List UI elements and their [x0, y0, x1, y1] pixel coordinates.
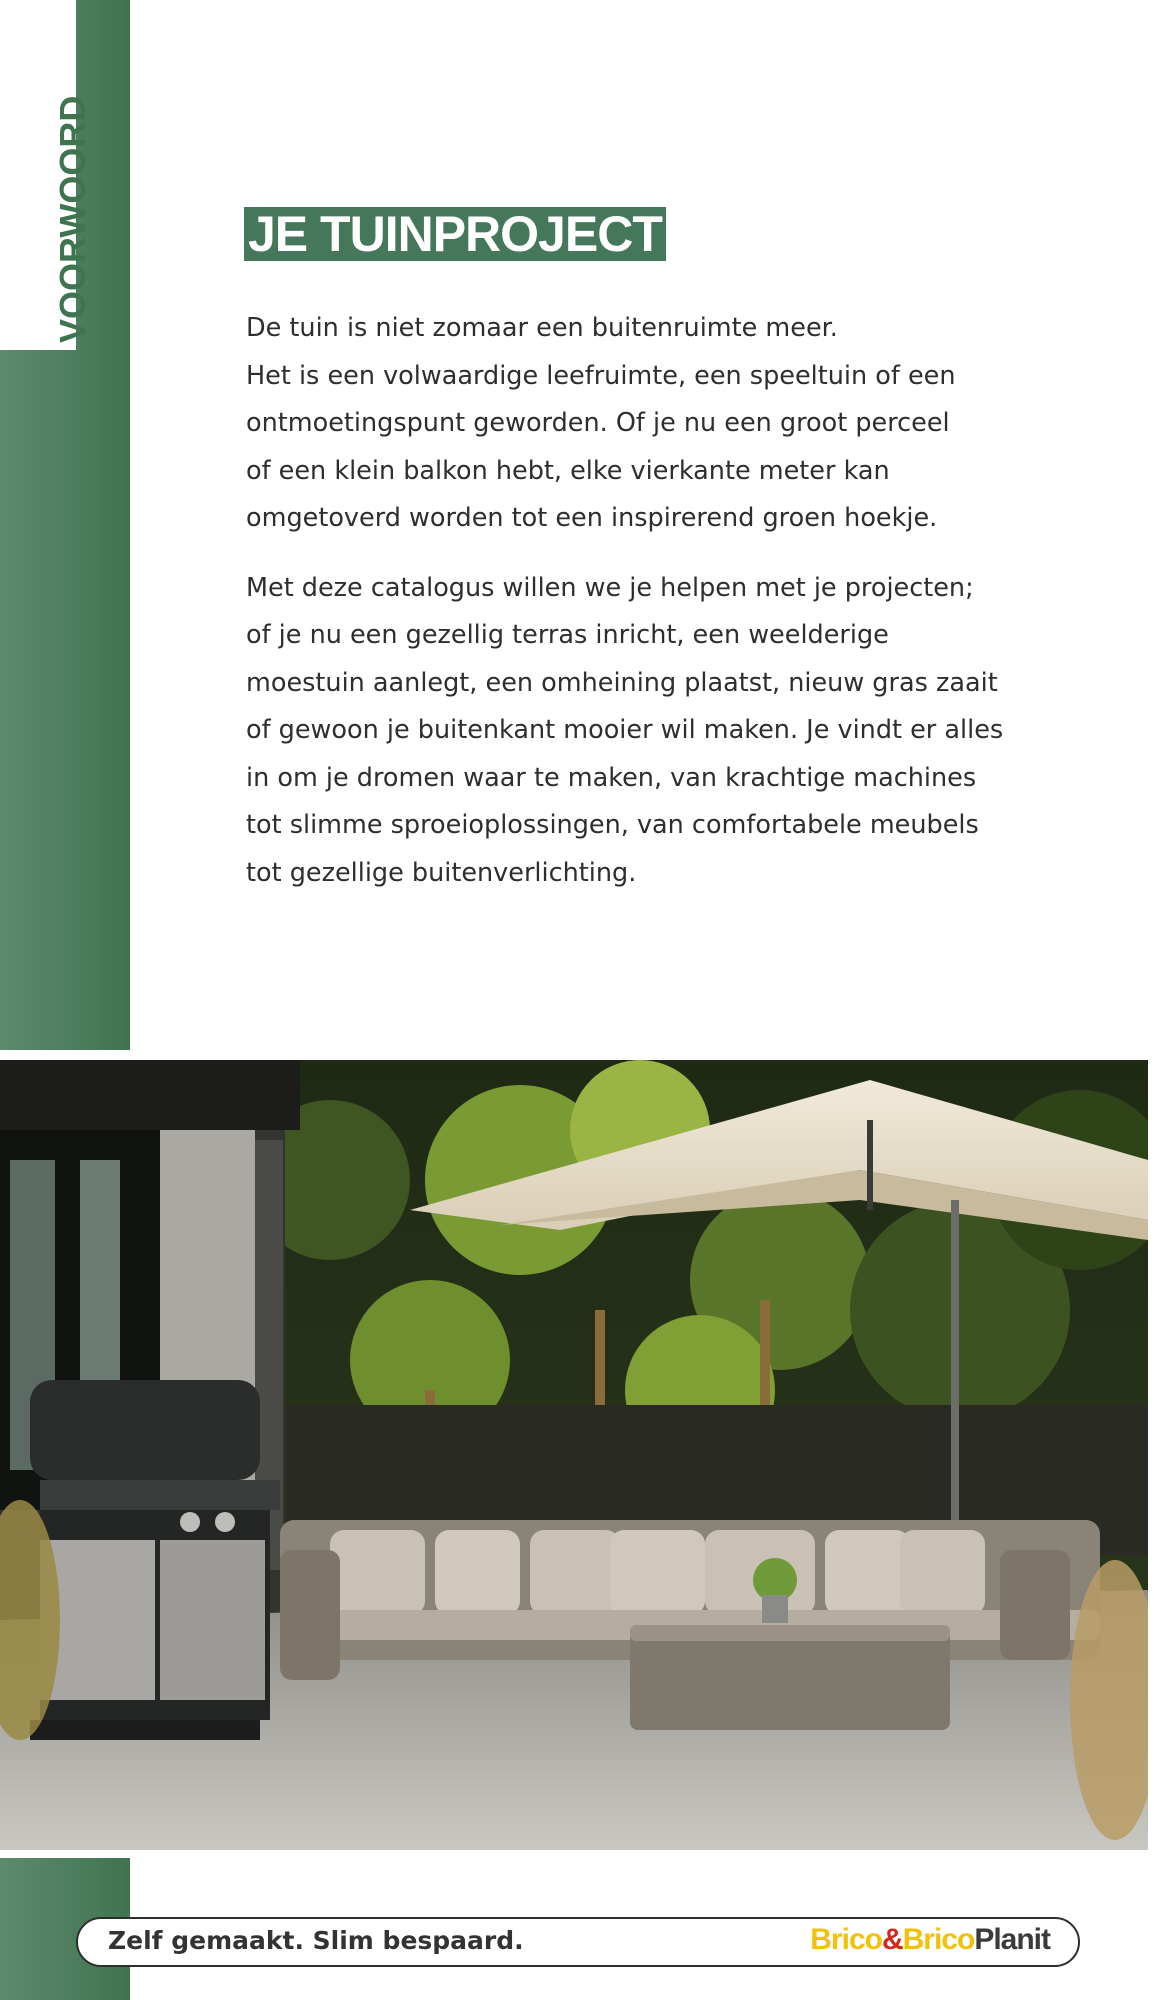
- paragraph-1: [246, 305, 1106, 543]
- barbecue: [30, 1380, 280, 1740]
- text-line: De tuin is niet zomaar een buitenruimte meer.: [246, 313, 838, 343]
- text-line: moestuin aanlegt, een omheining plaatst, nieuw gras zaait: [246, 667, 998, 698]
- garden-scene-illustration: [0, 1060, 1148, 1850]
- garden-lounge-photo: [0, 1060, 1148, 1850]
- text-line: tot slimme sproeioplossingen, van comfortabele meubels: [246, 810, 979, 840]
- logo-word-brico-2: Brico: [902, 1923, 975, 1956]
- text-line: Het is een volwaardige leefruimte, een speeltuin of een: [246, 360, 956, 391]
- text-line: tot gezellige buitenverlichting.: [246, 857, 637, 888]
- heading-box: [244, 207, 666, 261]
- text-line: ontmoetingspunt geworden. Of je nu een groot perceel: [246, 408, 950, 438]
- text-line: Met deze catalogus willen we je helpen met je projecten;: [246, 572, 974, 603]
- logo-word-planit: Planit: [974, 1923, 1050, 1956]
- text-line: of gewoon je buitenkant mooier wil maken. Je vindt er alles: [246, 715, 1004, 745]
- page-title: JE TUINPROJECT: [248, 207, 662, 261]
- section-label: VOORWOORD: [52, 95, 93, 343]
- tagline: Zelf gemaakt. Slim bespaard.: [108, 1926, 524, 1955]
- logo-ampersand: &: [881, 1923, 903, 1956]
- text-line: in om je dromen waar te maken, van krachtige machines: [246, 762, 977, 793]
- logo-word-brico-1: Brico: [810, 1923, 882, 1956]
- text-line: of een klein balkon hebt, elke vierkante meter kan: [246, 455, 890, 486]
- intro-text: [246, 305, 1106, 919]
- brand-logo: [810, 1923, 1050, 1957]
- text-line: omgetoverd worden tot een inspirerend groen hoekje.: [246, 503, 938, 533]
- footer-bar: [76, 1917, 1080, 1967]
- paragraph-2: [246, 565, 1106, 898]
- text-line: of je nu een gezellig terras inricht, een weelderige: [246, 620, 889, 650]
